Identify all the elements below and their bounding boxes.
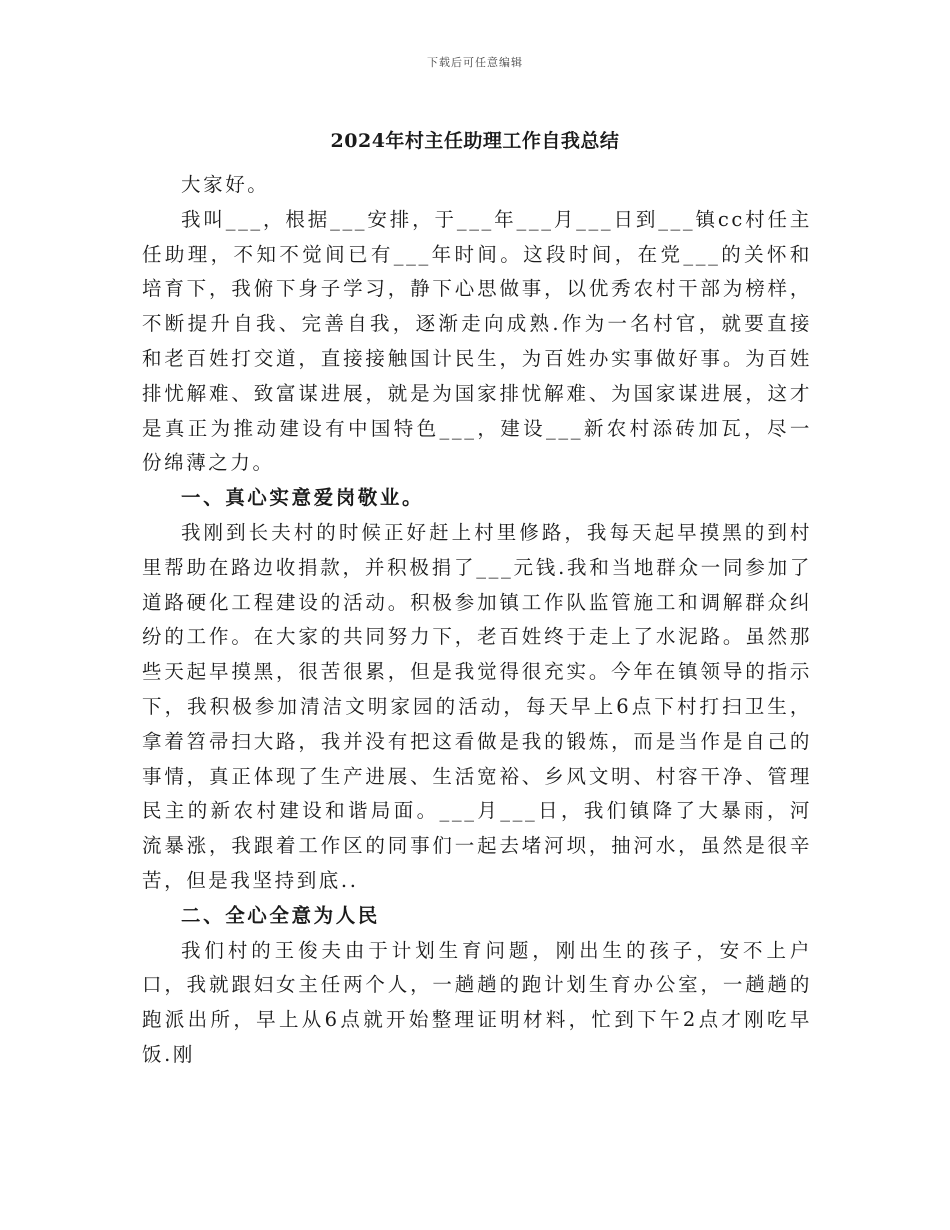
intro-paragraph: 我叫___，根据___安排，于___年___月___日到___镇cc村任主任助理，不知不觉间已有___年时间。这段时间，在党___的关怀和培育下，我俯下身子学习，静下心思做事，以优秀农村干部为榜样，不断提升自我、完善自我，逐渐走向成熟.作为一名村官，就要直接和老百姓打交道，直接接触国计民生，为百姓办实事做好事。为百姓排忧解难、致富谋进展，就是为国家排忧解难、为国家谋进展，这才是真正为推动建设有中国特色___，建设___新农村添砖加瓦，尽一份绵薄之力。 <box>142 207 812 475</box>
document-body <box>142 168 812 1073</box>
section-2-paragraph: 我们村的王俊夫由于计划生育问题，刚出生的孩子，安不上户口，我就跟妇女主任两个人，一趟趟的跑计划生育办公室，一趟趟的跑派出所，早上从6点就开始整理证明材料，忙到下午2点才刚吃早饭.刚 <box>142 938 812 1066</box>
section-1-paragraph: 我刚到长夫村的时候正好赶上村里修路，我每天起早摸黑的到村里帮助在路边收捐款，并积极捐了___元钱.我和当地群众一同参加了道路硬化工程建设的活动。积极参加镇工作队监管施工和调解群众纠纷的工作。在大家的共同努力下，老百姓终于走上了水泥路。虽然那些天起早摸黑，很苦很累，但是我觉得很充实。今年在镇领导的指示下，我积极参加清洁文明家园的活动，每天早上6点下村打扫卫生，拿着笤帚扫大路，我并没有把这看做是我的锻炼，而是当作是自己的事情，真正体现了生产进展、生活宽裕、乡风文明、村容干净、管理民主的新农村建设和谐局面。___月___日，我们镇降了大暴雨，河流暴涨，我跟着工作区的同事们一起去堵河坝，抽河水，虽然是很辛苦，但是我坚持到底.. <box>142 520 812 892</box>
document-title: 2024年村主任助理工作自我总结 <box>330 130 620 152</box>
header-note: 下载后可任意编辑 <box>427 56 523 69</box>
greeting-paragraph: 大家好。 <box>181 173 270 196</box>
section-heading-2: 二、全心全意为人民 <box>181 903 380 927</box>
section-heading-1: 一、真心实意爱岗敬业。 <box>181 486 425 510</box>
